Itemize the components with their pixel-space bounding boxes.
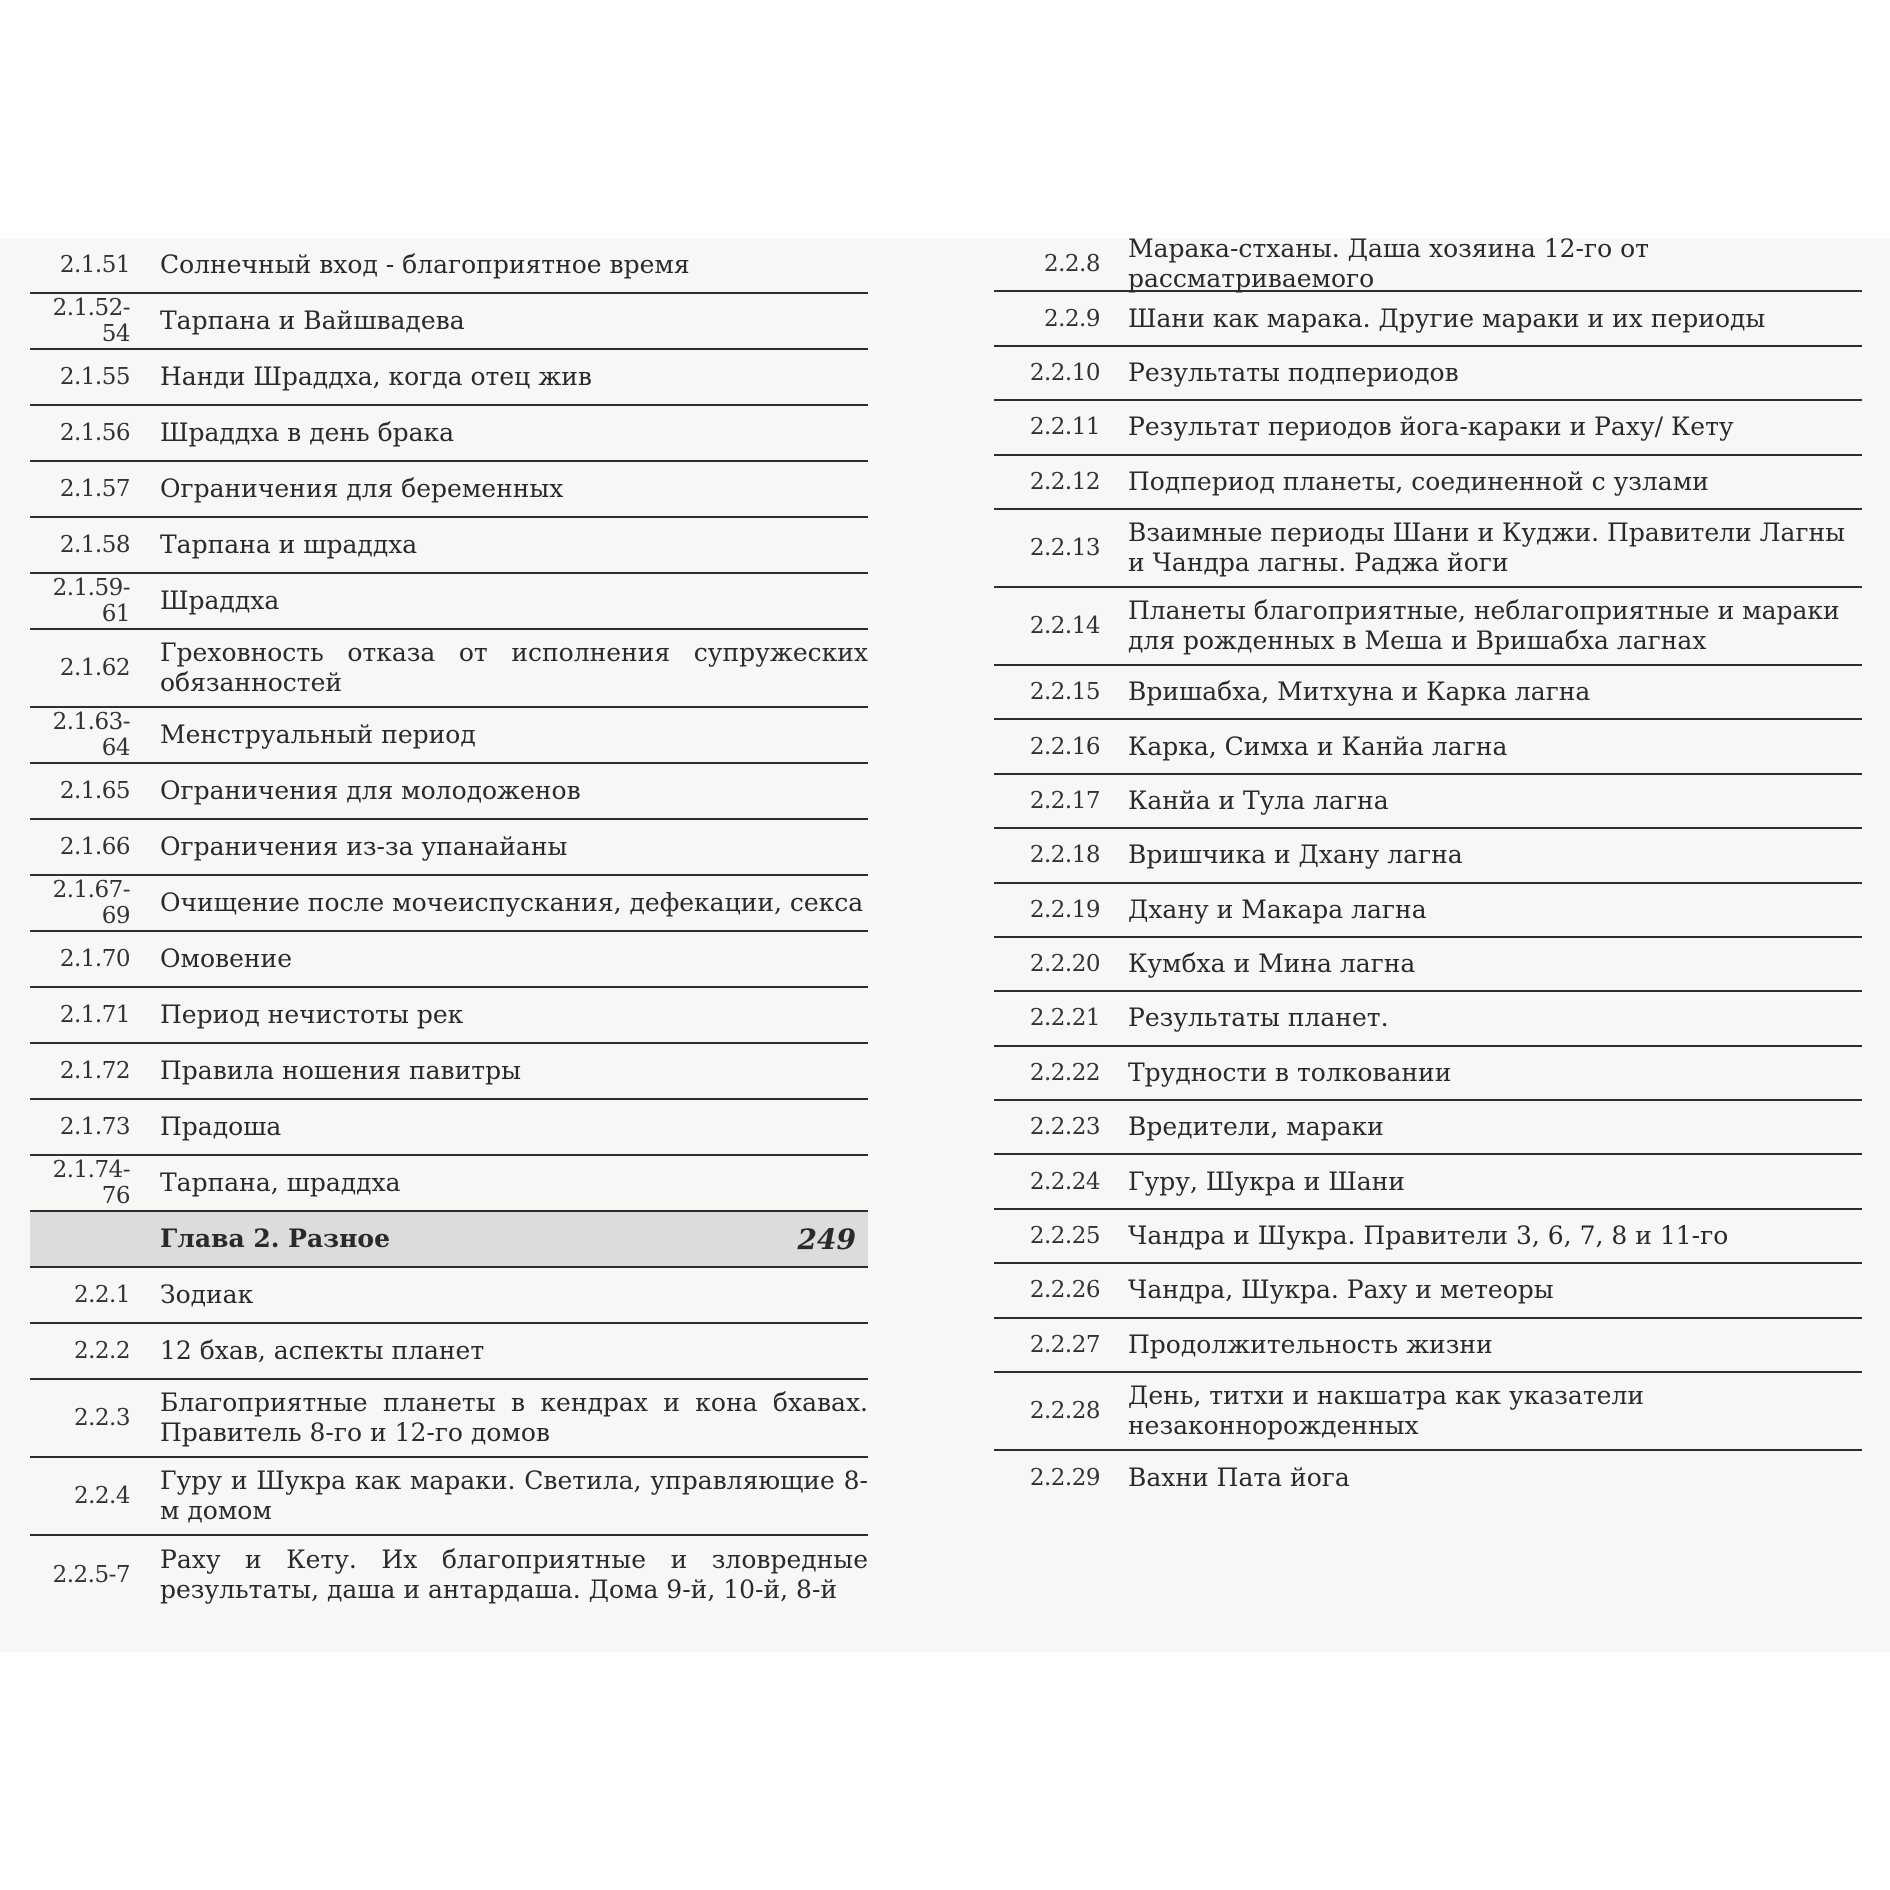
section-title: Тарпана и шраддха <box>160 530 418 559</box>
toc-row <box>30 238 868 294</box>
toc-row <box>994 456 1862 510</box>
toc-row <box>994 1373 1862 1451</box>
chapter-title: Глава 2. Разное <box>160 1224 390 1253</box>
section-title: Шани как марака. Другие мараки и их периоды <box>1128 303 1766 333</box>
section-title: Омовение <box>160 944 292 973</box>
section-number: 2.2.22 <box>1029 1059 1100 1086</box>
section-number: 2.1.66 <box>59 834 130 860</box>
section-title: Результаты планет. <box>1128 1003 1389 1033</box>
toc-row <box>30 1268 868 1324</box>
toc-row <box>30 1324 868 1380</box>
toc-row <box>994 234 1862 294</box>
section-number: 2.2.26 <box>1029 1277 1100 1304</box>
toc-row <box>994 510 1862 588</box>
section-title: Дхану и Макара лагна <box>1128 894 1427 924</box>
toc-row <box>994 1210 1862 1264</box>
toc-row <box>30 1100 868 1156</box>
section-number: 2.2.13 <box>1029 534 1100 561</box>
section-title: Вришабха, Митхуна и Карка лагна <box>1128 677 1591 707</box>
section-title: Менструальный период <box>160 720 476 749</box>
section-number: 2.2.24 <box>1029 1168 1100 1195</box>
section-number: 2.2.29 <box>1029 1465 1100 1492</box>
section-title: Гуру и Шукра как мараки. Светила, управляющие 8-м домом <box>160 1466 868 1525</box>
section-title: Взаимные периоды Шани и Куджи. Правители Лагны и Чандра лагны. Раджа йоги <box>1128 517 1846 577</box>
section-number: 2.2.9 <box>1043 305 1100 332</box>
toc-row <box>30 1044 868 1100</box>
toc-row <box>30 988 868 1044</box>
section-number: 2.1.51 <box>59 252 130 278</box>
section-title: 12 бхав, аспекты планет <box>160 1336 485 1365</box>
section-number: 2.2.27 <box>1029 1331 1100 1358</box>
section-title: Ограничения для молодоженов <box>160 776 581 805</box>
toc-row <box>30 1380 868 1458</box>
section-title: Зодиак <box>160 1280 254 1309</box>
toc-row <box>30 932 868 988</box>
section-title: Канйа и Тула лагна <box>1128 785 1389 815</box>
toc-row <box>994 829 1862 883</box>
toc-row <box>994 347 1862 401</box>
section-number: 2.2.17 <box>1029 787 1100 814</box>
section-title: Продолжительность жизни <box>1128 1329 1493 1359</box>
toc-row <box>994 1101 1862 1155</box>
section-number: 2.2.20 <box>1029 951 1100 978</box>
toc-row <box>994 1047 1862 1101</box>
toc-row <box>30 294 868 350</box>
section-number: 2.1.70 <box>59 946 130 972</box>
section-title: Раху и Кету. Их благоприятные и зловредные результаты, даша и антардаша. Дома 9-й, 10-й, 8-й <box>160 1545 868 1604</box>
section-title: Марака-стханы. Даша хозяина 12-го от рассматриваемого <box>1128 234 1649 294</box>
section-title: Правила ношения павитры <box>160 1056 522 1085</box>
section-title: Благоприятные планеты в кендрах и кона бхавах. Правитель 8-го и 12-го домов <box>160 1388 868 1447</box>
section-title: Подпериод планеты, соединенной с узлами <box>1128 466 1709 496</box>
section-number: 2.2.18 <box>1029 842 1100 869</box>
toc-row <box>30 462 868 518</box>
section-title: Чандра и Шукра. Правители 3, 6, 7, 8 и 11-го <box>1128 1221 1729 1251</box>
section-title: Шраддха в день брака <box>160 418 455 447</box>
toc-row <box>30 630 868 708</box>
section-number: 2.2.5-7 <box>52 1562 130 1588</box>
toc-row <box>30 350 868 406</box>
section-number: 2.2.3 <box>73 1405 130 1431</box>
section-number: 2.1.65 <box>59 778 130 804</box>
section-number: 2.1.59-61 <box>52 575 130 627</box>
toc-row <box>994 720 1862 774</box>
section-title: Тарпана, шраддха <box>160 1168 401 1197</box>
left-page <box>30 238 868 1614</box>
section-number: 2.1.55 <box>59 364 130 390</box>
section-title: Результат периодов йога-караки и Раху/ Кету <box>1128 412 1734 442</box>
toc-row <box>994 938 1862 992</box>
chapter-page-number: 249 <box>797 1222 856 1256</box>
section-number: 2.2.2 <box>73 1338 130 1364</box>
section-number: 2.2.11 <box>1029 414 1100 441</box>
toc-row <box>994 1319 1862 1373</box>
section-title: Нанди Шраддха, когда отец жив <box>160 362 592 391</box>
toc-row <box>994 884 1862 938</box>
toc-row <box>994 992 1862 1046</box>
section-number: 2.2.8 <box>1043 251 1100 278</box>
section-title: Период нечистоты рек <box>160 1000 464 1029</box>
section-title: Очищение после мочеиспускания, дефекации, секса <box>160 888 864 917</box>
section-number: 2.1.52-54 <box>52 295 130 347</box>
section-number: 2.1.58 <box>59 532 130 558</box>
section-number: 2.2.14 <box>1029 612 1100 639</box>
toc-row <box>994 588 1862 666</box>
section-title: День, титхи и накшатра как указатели незаконнорожденных <box>1128 1381 1645 1441</box>
section-number: 2.2.1 <box>73 1282 130 1308</box>
section-number: 2.2.21 <box>1029 1005 1100 1032</box>
section-number: 2.2.25 <box>1029 1223 1100 1250</box>
section-title: Вахни Пата йога <box>1128 1463 1350 1493</box>
section-number: 2.2.23 <box>1029 1114 1100 1141</box>
toc-row <box>30 1458 868 1536</box>
toc-row <box>994 666 1862 720</box>
section-number: 2.1.56 <box>59 420 130 446</box>
section-number: 2.2.16 <box>1029 733 1100 760</box>
toc-row <box>30 1536 868 1614</box>
section-title: Трудности в толковании <box>1128 1057 1452 1087</box>
section-title: Ограничения из-за упанайаны <box>160 832 568 861</box>
section-number: 2.1.67-69 <box>52 877 130 929</box>
section-title: Кумбха и Мина лагна <box>1128 949 1416 979</box>
section-number: 2.2.10 <box>1029 359 1100 386</box>
toc-row <box>30 708 868 764</box>
section-number: 2.2.15 <box>1029 679 1100 706</box>
section-title: Чандра, Шукра. Раху и метеоры <box>1128 1275 1554 1305</box>
section-number: 2.1.63-64 <box>52 709 130 761</box>
toc-row <box>30 876 868 932</box>
toc-row <box>994 1155 1862 1209</box>
toc-row <box>30 1156 868 1212</box>
section-number: 2.1.73 <box>59 1114 130 1140</box>
section-title: Тарпана и Вайшвадева <box>160 306 465 335</box>
section-title: Вришчика и Дхану лагна <box>1128 840 1463 870</box>
section-title: Результаты подпериодов <box>1128 357 1459 387</box>
section-title: Гуру, Шукра и Шани <box>1128 1166 1405 1196</box>
section-title: Прадоша <box>160 1112 282 1141</box>
section-title: Шраддха <box>160 586 280 615</box>
section-number: 2.2.12 <box>1029 468 1100 495</box>
toc-row <box>994 1264 1862 1318</box>
section-number: 2.1.62 <box>59 655 130 681</box>
chapter-heading <box>30 1212 868 1268</box>
section-title: Планеты благоприятные, неблагоприятные и мараки для рожденных в Меша и Вришабха лагнах <box>1128 595 1840 655</box>
toc-row <box>30 518 868 574</box>
section-number: 2.2.28 <box>1029 1398 1100 1425</box>
section-number: 2.2.4 <box>73 1483 130 1509</box>
section-title: Солнечный вход - благоприятное время <box>160 250 690 279</box>
toc-row <box>30 574 868 630</box>
section-title: Греховность отказа от исполнения супружеских обязанностей <box>160 638 868 697</box>
toc-row <box>994 292 1862 346</box>
section-title: Карка, Симха и Канйа лагна <box>1128 731 1508 761</box>
toc-row <box>994 1451 1862 1505</box>
toc-row <box>994 401 1862 455</box>
section-number: 2.1.71 <box>59 1002 130 1028</box>
toc-row <box>30 764 868 820</box>
section-number: 2.1.57 <box>59 476 130 502</box>
toc-row <box>30 406 868 462</box>
right-page <box>994 234 1862 1505</box>
section-title: Ограничения для беременных <box>160 474 564 503</box>
section-title: Вредители, мараки <box>1128 1112 1384 1142</box>
toc-row <box>30 820 868 876</box>
section-number: 2.1.72 <box>59 1058 130 1084</box>
section-number: 2.1.74-76 <box>52 1157 130 1209</box>
section-number: 2.2.19 <box>1029 896 1100 923</box>
toc-row <box>994 775 1862 829</box>
